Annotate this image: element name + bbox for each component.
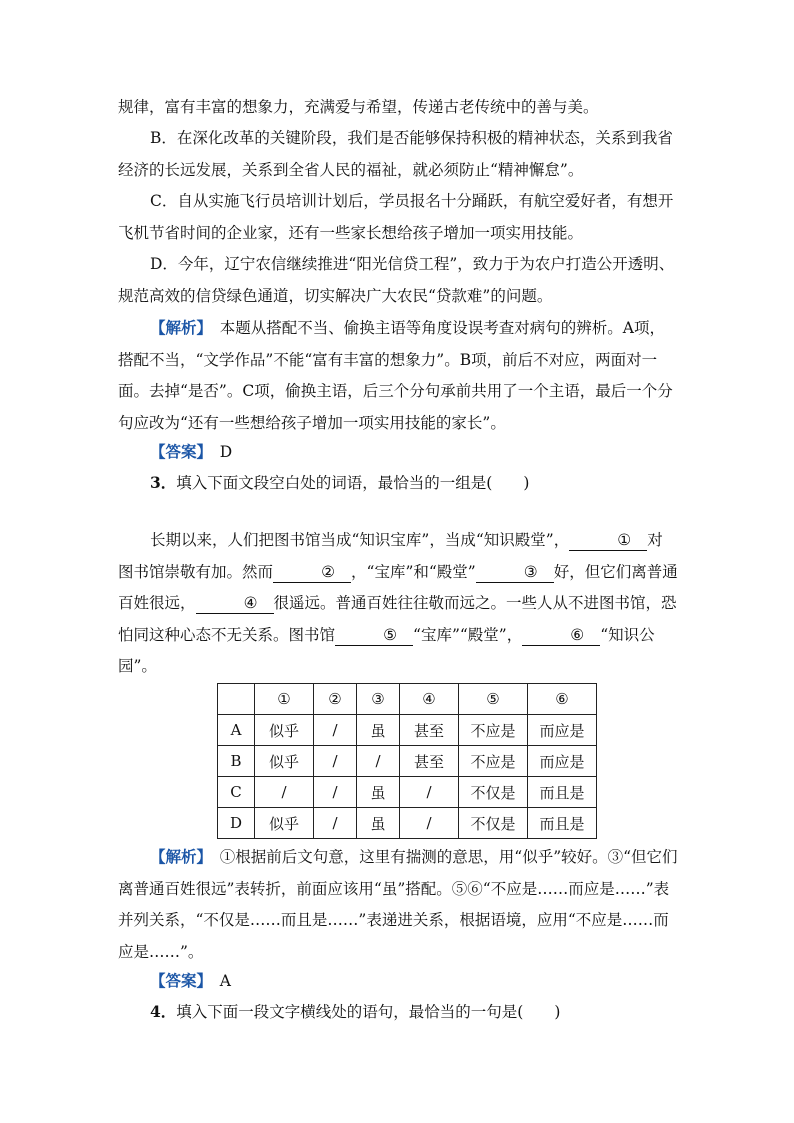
- table-cell: /: [314, 808, 357, 839]
- table-cell: ⑤: [459, 684, 528, 715]
- table-cell: 虽: [357, 808, 400, 839]
- table-cell: /: [314, 777, 357, 808]
- question-text: 填入下面文段空白处的词语，最恰当的一组是( ): [176, 474, 530, 492]
- table-cell: 甚至: [400, 715, 459, 746]
- table-cell: 不仅是: [459, 777, 528, 808]
- q3-answer: [118, 965, 678, 998]
- table-cell: /: [357, 746, 400, 777]
- answer-label: 【答案】: [150, 971, 205, 990]
- option-d: D．今年，辽宁农信继续推进“阳光信贷工程”，致力于为农户打造公开透明、规范高效的信贷绿色通道，切实解决广大农民“贷款难”的问题。: [118, 255, 675, 305]
- passage-text: 很遥远。普通百姓往往敬而远之。一些人从不进图书馆，恐怕同这种心态不无关系。图书馆: [118, 594, 677, 644]
- table-cell: 似乎: [255, 715, 314, 746]
- table-cell: ①: [255, 684, 314, 715]
- passage-text: ，“宝库”和“殿堂”: [351, 562, 476, 581]
- table-cell: 而且是: [528, 808, 597, 839]
- q3-analysis: [118, 841, 678, 968]
- question-number: 3．: [150, 473, 177, 492]
- table-cell: B: [218, 746, 255, 777]
- option-c: C．自从实施飞行员培训计划后，学员报名十分踊跃，有航空爱好者，有想开飞机节省时间的企业家，还有一些家长想给孩子增加一项实用技能。: [118, 192, 674, 242]
- table-cell: ③: [357, 684, 400, 715]
- table-cell: 而且是: [528, 777, 597, 808]
- table-cell: 不仅是: [459, 808, 528, 839]
- table-cell: /: [255, 777, 314, 808]
- question-text: 填入下面一段文字横线处的语句，最恰当的一句是( ): [176, 1003, 561, 1021]
- table-cell: /: [314, 746, 357, 777]
- blank-5: ⑤: [335, 625, 413, 646]
- table-row: [218, 715, 597, 746]
- table-cell: D: [218, 808, 255, 839]
- table-row: [218, 746, 597, 777]
- answer-value: D: [219, 443, 233, 461]
- passage-text: “知识公园”。: [118, 625, 655, 675]
- blank-2: ②: [273, 562, 351, 583]
- table-cell: /: [400, 808, 459, 839]
- option-b: B．在深化改革的关键阶段，我们是否能够保持积极的精神状态，关系到我省经济的长远发展，关系到全省人民的福祉，就必须防止“精神懈怠”。: [118, 129, 673, 179]
- table-cell: 似乎: [255, 808, 314, 839]
- q2-answer: [118, 436, 678, 469]
- table-cell: /: [400, 777, 459, 808]
- passage-text: 长期以来，人们把图书馆当成“知识宝库”，当成“知识殿堂”，: [150, 531, 570, 549]
- table-row: [218, 808, 597, 839]
- table-cell: ⑥: [528, 684, 597, 715]
- table-cell: 而应是: [528, 715, 597, 746]
- table-row: [218, 777, 597, 808]
- q4-stem: [118, 996, 678, 1029]
- table-cell: 甚至: [400, 746, 459, 777]
- table-cell: A: [218, 715, 255, 746]
- answer-value: A: [219, 972, 231, 990]
- table-cell: 似乎: [255, 746, 314, 777]
- table-cell: ④: [400, 684, 459, 715]
- passage-text: 对图书馆崇敬有加。然而: [118, 531, 663, 581]
- answer-label: 【答案】: [150, 442, 205, 461]
- table-cell: 不应是: [459, 715, 528, 746]
- analysis-label: 【解析】: [150, 318, 205, 337]
- table-cell: [218, 684, 255, 715]
- table-cell: /: [314, 715, 357, 746]
- q2-analysis: [118, 312, 678, 439]
- table-cell: 而应是: [528, 746, 597, 777]
- analysis-text: ①根据前后文句意，这里有揣测的意思，用“似乎”较好。③“但它们离普通百姓很远”表转折，前面应该用“虽”搭配。⑤⑥“不应是……而应是……”表并列关系，“不仅是……而且是……”表递进关系，根据语境，应用“不应是……而应是……”。: [118, 848, 678, 961]
- q3-passage: [118, 525, 678, 683]
- analysis-label: 【解析】: [150, 847, 205, 866]
- question-number: 4．: [150, 1002, 177, 1021]
- table-header-row: [218, 684, 597, 715]
- table-cell: ②: [314, 684, 357, 715]
- passage-text: 好，但它们离普通百姓很远，: [118, 562, 678, 612]
- table-cell: 虽: [357, 777, 400, 808]
- table-cell: 虽: [357, 715, 400, 746]
- table-cell: 不应是: [459, 746, 528, 777]
- analysis-text: 本题从搭配不当、偷换主语等角度设误考查对病句的辨析。A项，搭配不当，“文学作品”不能“富有丰富的想象力”。B项，前后不对应，两面对一面。去掉“是否”。C项，偷换主语，后三个分句承前共用了一个主语，最后一个分句应改为“还有一些想给孩子增加一项实用技能的家长”。: [118, 319, 673, 432]
- table-cell: C: [218, 777, 255, 808]
- blank-6: ⑥: [522, 625, 600, 646]
- option-a-continuation: 规律，富有丰富的想象力，充满爱与希望，传递古老传统中的善与美。: [118, 98, 599, 116]
- passage-text: “宝库”“殿堂”，: [413, 625, 523, 644]
- blank-1: ①: [569, 530, 647, 551]
- options-table: [217, 683, 597, 839]
- blank-4: ④: [196, 593, 274, 614]
- q3-stem: [118, 467, 678, 500]
- blank-3: ③: [476, 562, 554, 583]
